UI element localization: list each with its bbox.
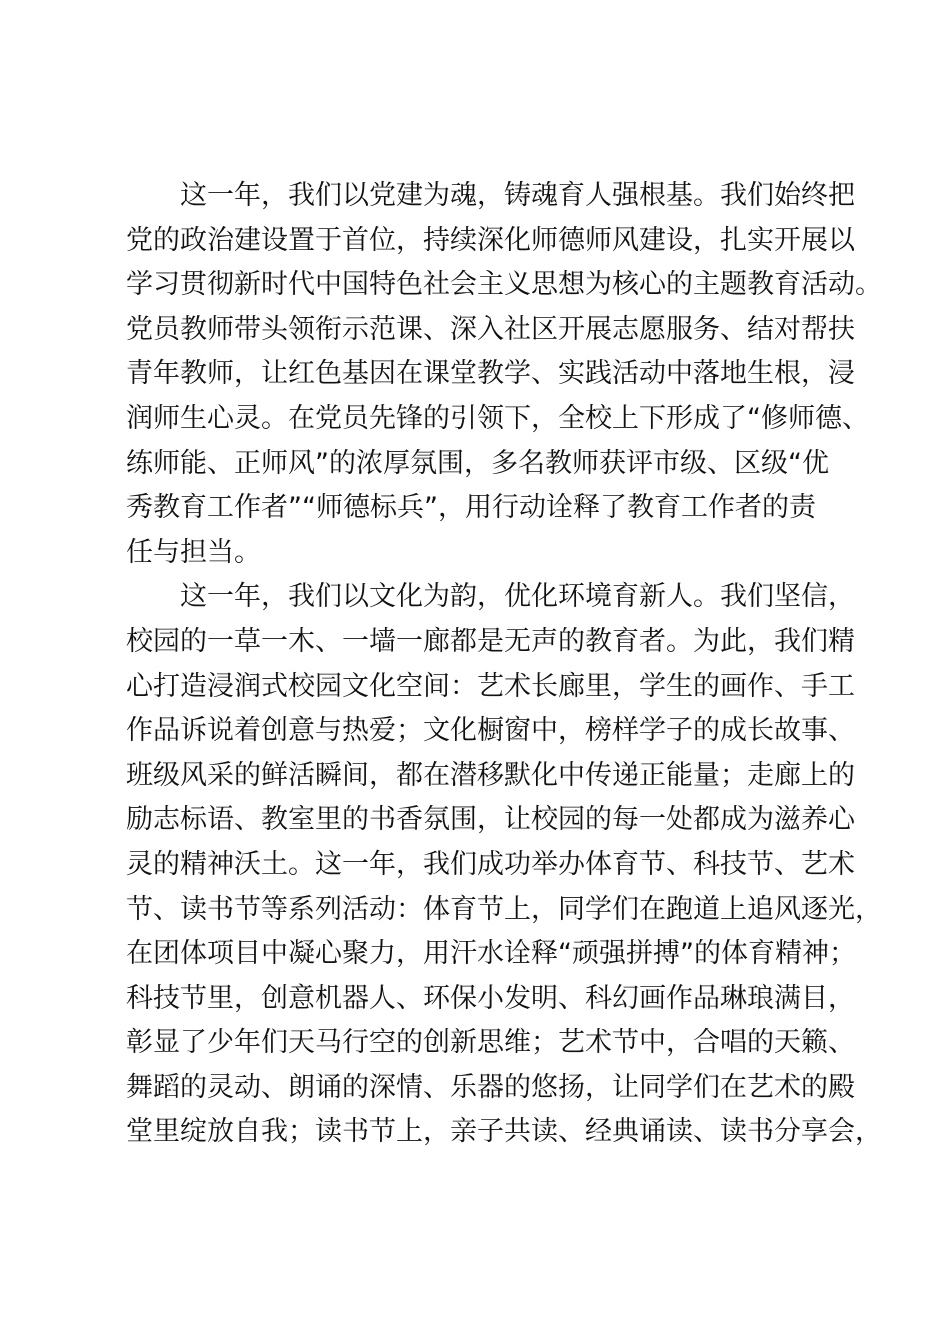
paragraph-line: 堂里绽放自我；读书节上，亲子共读、经典诵读、读书分享会， <box>126 1116 882 1148</box>
paragraph-line: 青年教师，让红色基因在课堂教学、实践活动中落地生根，浸 <box>126 358 855 390</box>
paragraph-line: 这一年，我们以党建为魂，铸魂育人强根基。我们始终把 <box>180 180 855 211</box>
paragraph-line: 党员教师带头领衔示范课、深入社区开展志愿服务、结对帮扶 <box>126 313 855 345</box>
paragraph-line: 班级风采的鲜活瞬间，都在潜移默化中传递正能量；走廊上的 <box>126 759 855 791</box>
paragraph-line: 励志标语、教室里的书香氛围，让校园的每一处都成为滋养心 <box>126 804 855 836</box>
paragraph-campus-culture <box>126 575 882 1155</box>
paragraph-line: 练师能、正师风”的浓厚氛围，多名教师获评市级、区级“优 <box>126 447 829 479</box>
paragraph-line: 党的政治建设置于首位，持续深化师德师风建设，扎实开展以 <box>126 224 855 256</box>
document-body <box>126 174 882 1155</box>
paragraph-line: 校园的一草一木、一墙一廊都是无声的教育者。为此，我们精 <box>126 625 855 657</box>
paragraph-line: 灵的精神沃土。这一年，我们成功举办体育节、科技节、艺术 <box>126 848 855 880</box>
paragraph-line: 彰显了少年们天马行空的创新思维；艺术节中，合唱的天籁、 <box>126 1027 855 1059</box>
paragraph-line: 在团体项目中凝心聚力，用汗水诠释“顽强拼搏”的体育精神； <box>126 938 856 970</box>
paragraph-line: 学习贯彻新时代中国特色社会主义思想为核心的主题教育活动。 <box>126 269 882 301</box>
paragraph-line: 润师生心灵。在党员先锋的引领下，全校上下形成了“修师德、 <box>126 402 869 434</box>
paragraph-line: 节、读书节等系列活动：体育节上，同学们在跑道上追风逐光， <box>126 893 882 925</box>
paragraph-line: 心打造浸润式校园文化空间：艺术长廊里，学生的画作、手工 <box>126 670 855 702</box>
paragraph-line: 舞蹈的灵动、朗诵的深情、乐器的悠扬，让同学们在艺术的殿 <box>126 1071 855 1103</box>
paragraph-line: 作品诉说着创意与热爱；文化橱窗中，榜样学子的成长故事、 <box>126 715 855 747</box>
paragraph-party-building <box>126 174 882 575</box>
paragraph-line: 这一年，我们以文化为韵，优化环境育新人。我们坚信， <box>180 581 855 613</box>
paragraph-line: 任与担当。 <box>126 536 261 568</box>
paragraph-line: 秀教育工作者”“师德标兵”，用行动诠释了教育工作者的责 <box>126 492 816 524</box>
paragraph-line: 科技节里，创意机器人、环保小发明、科幻画作品琳琅满目， <box>126 982 855 1014</box>
